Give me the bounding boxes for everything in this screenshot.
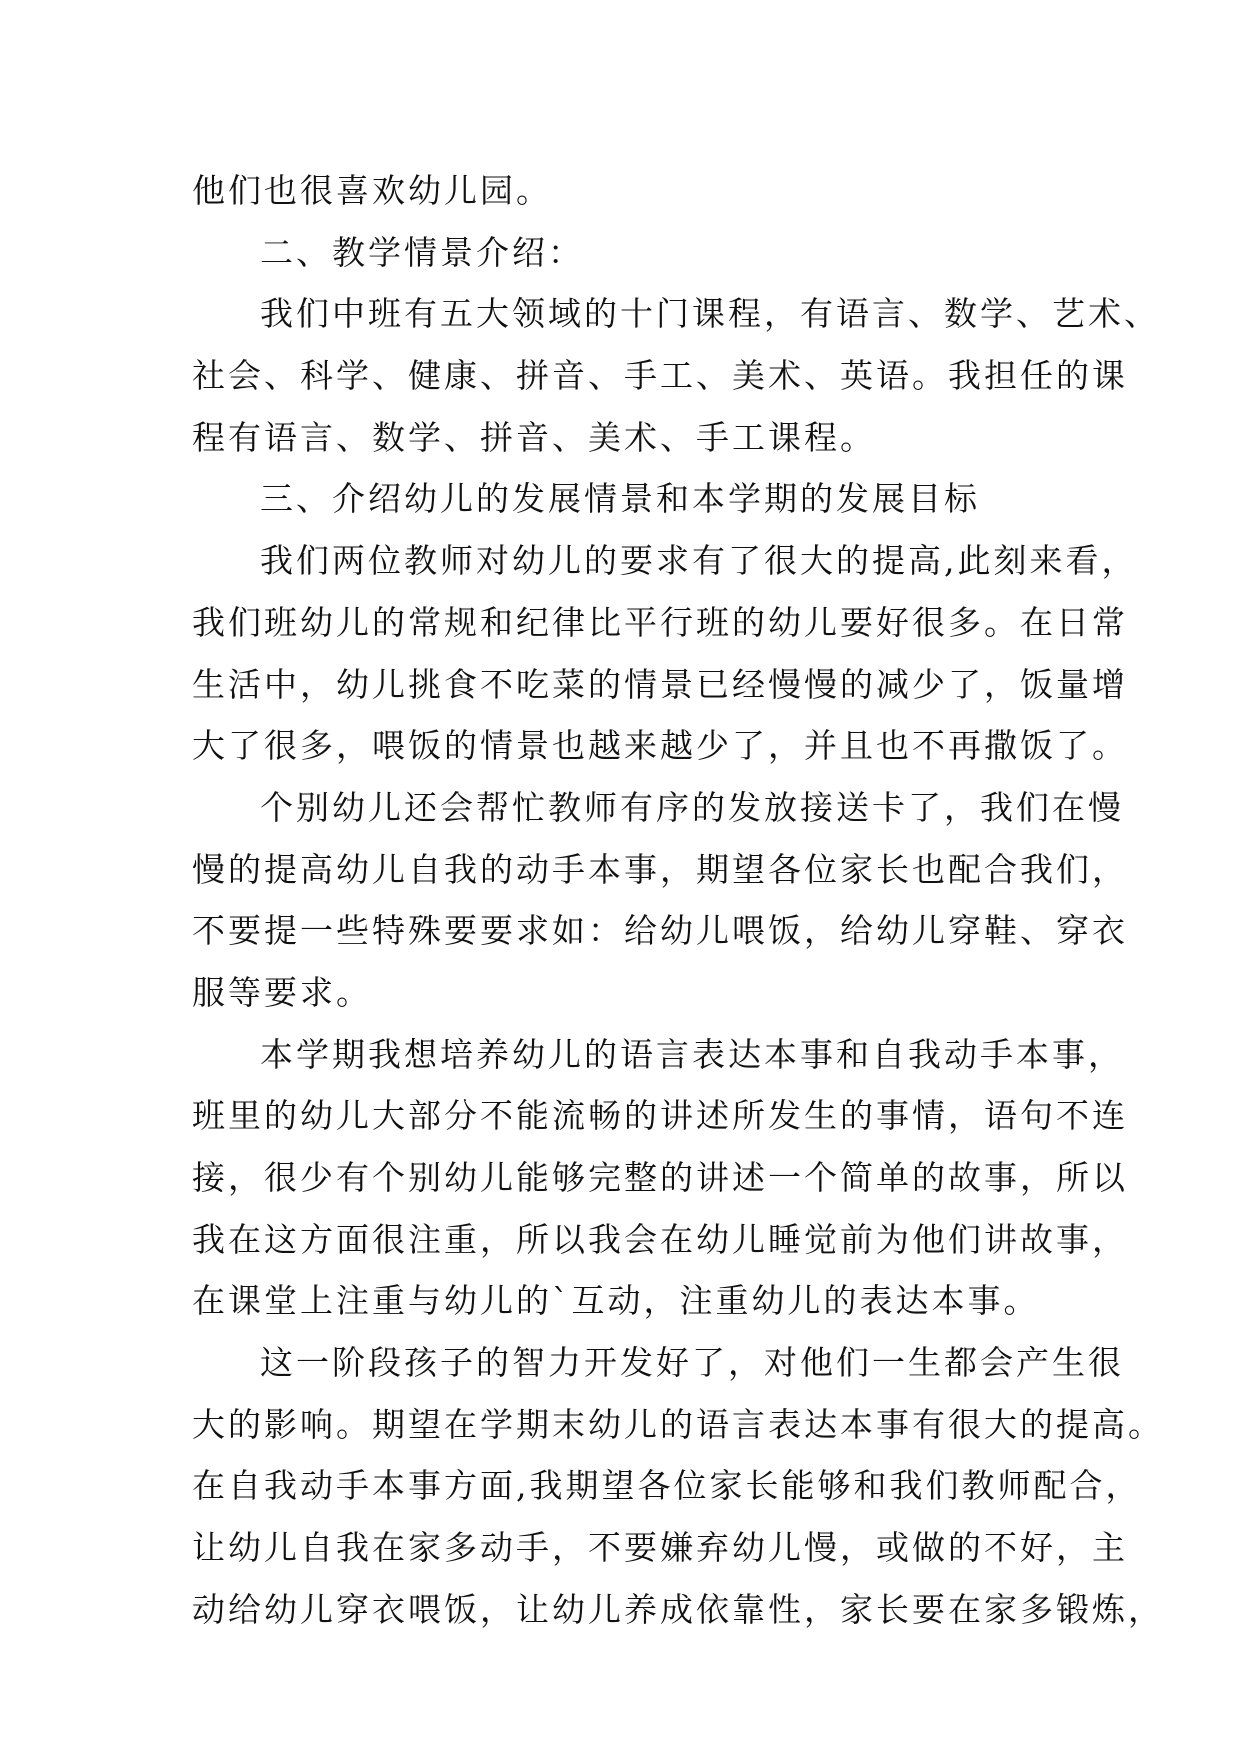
text-line: 大了很多，喂饭的情景也越来越少了，并且也不再撒饭了。	[192, 726, 1128, 766]
text-line: 我们中班有五大领域的十门课程，有语言、数学、艺术、	[260, 294, 1160, 334]
text-line: 社会、科学、健康、拼音、手工、美术、英语。我担任的课	[192, 356, 1128, 396]
text-line: 不要提一些特殊要要求如：给幼儿喂饭，给幼儿穿鞋、穿衣	[192, 911, 1128, 951]
text-line: 大的影响。期望在学期末幼儿的语言表达本事有很大的提高。	[192, 1404, 1164, 1444]
text-line: 我们两位教师对幼儿的要求有了很大的提高,此刻来看，	[260, 541, 1138, 581]
text-line: 生活中，幼儿挑食不吃菜的情景已经慢慢的减少了，饭量增	[192, 664, 1128, 704]
text-line: 程有语言、数学、拼音、美术、手工课程。	[192, 417, 876, 457]
text-line: 这一阶段孩子的智力开发好了，对他们一生都会产生很	[260, 1343, 1124, 1383]
text-line: 动给幼儿穿衣喂饭，让幼儿养成依靠性，家长要在家多锻炼，	[192, 1589, 1164, 1629]
text-line: 他们也很喜欢幼儿园。	[192, 171, 552, 210]
section-heading: 三、介绍幼儿的发展情景和本学期的发展目标	[260, 479, 980, 519]
text-line: 服等要求。	[192, 972, 372, 1012]
text-line: 在课堂上注重与幼儿的`互动，注重幼儿的表达本事。	[192, 1281, 1040, 1321]
section-heading: 二、教学情景介绍：	[260, 232, 584, 272]
text-line: 我们班幼儿的常规和纪律比平行班的幼儿要好很多。在日常	[192, 602, 1128, 642]
text-line: 我在这方面很注重，所以我会在幼儿睡觉前为他们讲故事，	[192, 1219, 1128, 1259]
text-line: 接，很少有个别幼儿能够完整的讲述一个简单的故事，所以	[192, 1158, 1128, 1197]
body-text	[192, 160, 1164, 1641]
text-line: 慢的提高幼儿自我的动手本事，期望各位家长也配合我们，	[192, 849, 1128, 889]
text-line: 本学期我想培养幼儿的语言表达本事和自我动手本事，	[260, 1034, 1124, 1074]
text-line: 让幼儿自我在家多动手，不要嫌弃幼儿慢，或做的不好，主	[192, 1528, 1128, 1568]
text-line: 在自我动手本事方面,我期望各位家长能够和我们教师配合，	[192, 1466, 1142, 1506]
text-line: 个别幼儿还会帮忙教师有序的发放接送卡了，我们在慢	[260, 787, 1124, 827]
text-line: 班里的幼儿大部分不能流畅的讲述所发生的事情，语句不连	[192, 1096, 1128, 1136]
